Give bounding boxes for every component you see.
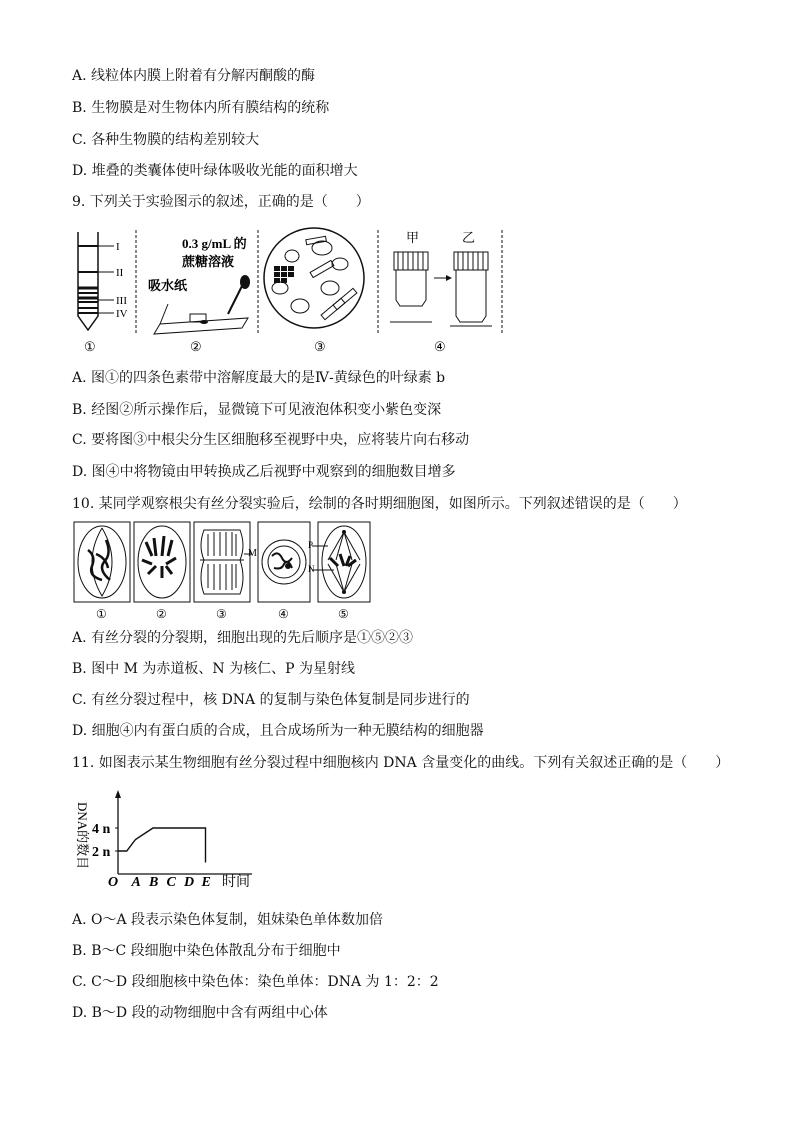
q8-option-d: D. 堆叠的类囊体使叶绿体吸收光能的面积增大 [72, 163, 358, 179]
y-axis-label: DNA的数目 [75, 802, 90, 870]
q9-panel-label-3: ③ [314, 339, 326, 354]
solution-label-2: 蔗糖溶液 [182, 254, 235, 269]
x-tick-label: B [149, 875, 159, 890]
q10-panel-label-4: ④ [278, 607, 289, 621]
q9-option-b: B. 经图②所示操作后，显微镜下可见液泡体积变小紫色变深 [72, 402, 442, 418]
q8-option-a: A. 线粒体内膜上附着有分解丙酮酸的酶 [72, 68, 316, 84]
x-tick-label: A [131, 875, 141, 890]
x-tick-label: C [166, 875, 176, 890]
q10-panel-label-2: ② [156, 607, 167, 621]
objective-lenses [390, 230, 492, 326]
q9-option-d: D. 图④中将物镜由甲转换成乙后视野中观察到的细胞数目增多 [72, 464, 456, 480]
q10-option-d: D. 细胞④内有蛋白质的合成，且合成场所为一种无膜结构的细胞器 [72, 723, 484, 739]
x-tick-label: E [201, 875, 211, 890]
lens-label-a: 甲 [406, 230, 420, 245]
cell-2 [134, 522, 190, 602]
q9-option-a: A. 图①的四条色素带中溶解度最大的是Ⅳ-黄绿色的叶绿素 b [72, 370, 446, 386]
q9-panel-label-1: ① [84, 339, 96, 354]
q8-option-c: C. 各种生物膜的结构差别较大 [72, 132, 260, 148]
label-m: M [248, 548, 257, 559]
q10-option-b: B. 图中 M 为赤道板、N 为核仁、P 为星射线 [72, 661, 355, 677]
q9-stem: 9. 下列关于实验图示的叙述，正确的是（ ） [72, 194, 370, 210]
band-label-4: IV [116, 308, 128, 320]
q11-option-a: A. O～A 段表示染色体复制，姐妹染色单体数加倍 [72, 912, 384, 928]
q9-option-c: C. 要将图③中根尖分生区细胞移至视野中央，应将装片向右移动 [72, 432, 470, 448]
q9-figure [70, 226, 510, 356]
label-p: P [308, 540, 314, 550]
q10-option-c: C. 有丝分裂过程中，核 DNA 的复制与染色体复制是同步进行的 [72, 692, 470, 708]
q11-option-b: B. B～C 段细胞中染色体散乱分布于细胞中 [72, 943, 341, 959]
q10-option-a: A. 有丝分裂的分裂期，细胞出现的先后顺序是①⑤②③ [72, 630, 414, 646]
solution-label-1: 0.3 g/mL 的 [182, 236, 247, 251]
q9-panel-label-4: ④ [434, 339, 446, 354]
label-n: N [308, 564, 315, 574]
chromatography-strip [78, 232, 128, 330]
y-tick-label: 2 n [92, 845, 111, 860]
q10-stem: 10. 某同学观察根尖有丝分裂实验后，绘制的各时期细胞图，如图所示。下列叙述错误的是（ ） [72, 496, 687, 512]
slide-setup [148, 236, 250, 334]
q11-option-d: D. B～D 段的动物细胞中含有两组中心体 [72, 1005, 328, 1021]
x-tick-label: D [184, 875, 195, 890]
y-tick-label: 4 n [92, 822, 111, 837]
y-axis-arrow [115, 790, 121, 798]
q11-stem: 11. 如图表示某生物细胞有丝分裂过程中细胞核内 DNA 含量变化的曲线。下列有关叙述正确的是（ ） [72, 755, 730, 771]
paper-label: 吸水纸 [148, 278, 188, 293]
cell-3 [194, 522, 257, 602]
q10-figure [72, 520, 372, 624]
q10-panel-label-5: ⑤ [338, 607, 349, 621]
microscope-field [264, 228, 364, 328]
y-axis-title [75, 802, 90, 869]
cell-4 [258, 522, 310, 602]
dna-content-chart [72, 788, 262, 894]
cell-1 [74, 522, 130, 602]
q9-panel-label-2: ② [190, 339, 202, 354]
q11-option-c: C. C～D 段细胞核中染色体：染色单体：DNA 为 1：2：2 [72, 974, 439, 990]
q10-panel-label-1: ① [96, 607, 107, 621]
q8-option-b: B. 生物膜是对生物体内所有膜结构的统称 [72, 100, 330, 116]
dna-series-line [118, 828, 206, 863]
band-label-1: I [116, 241, 120, 253]
q10-panel-label-3: ③ [216, 607, 227, 621]
band-label-3: III [116, 295, 127, 307]
x-axis-label: 时间 [222, 875, 250, 890]
x-tick-label: O [108, 875, 119, 890]
cell-5 [308, 522, 370, 602]
lens-label-b: 乙 [462, 230, 476, 245]
band-label-2: II [116, 267, 124, 279]
